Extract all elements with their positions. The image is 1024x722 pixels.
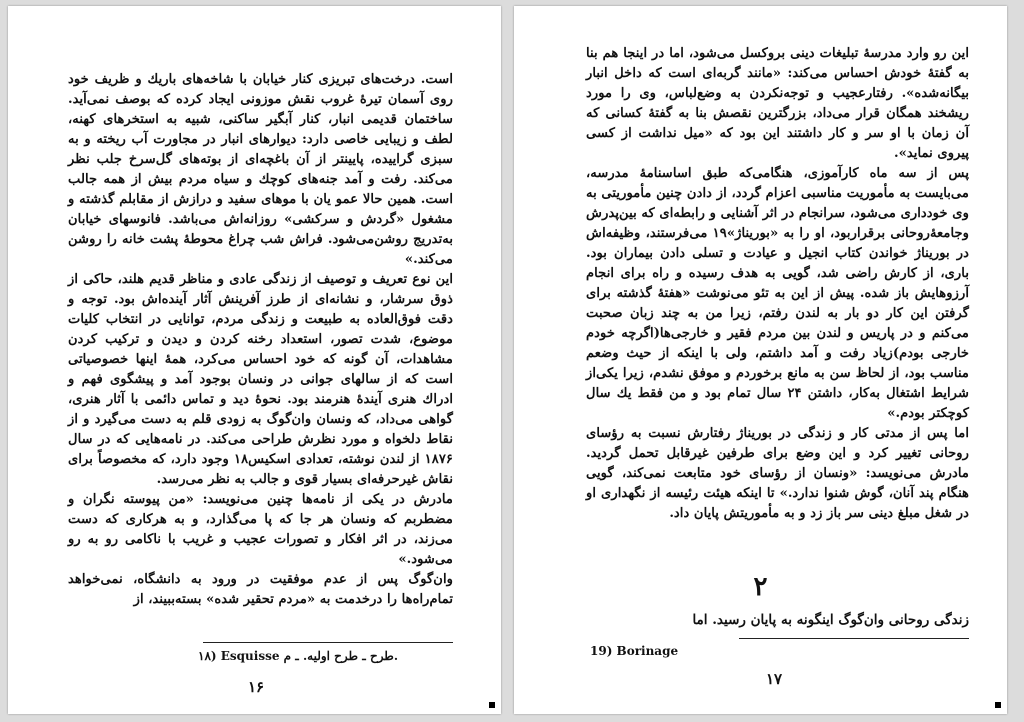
right-page <box>514 6 1007 714</box>
left-paragraph-2: این نوع تعریف و توصیف از زندگی عادی و مناظر قدیم هلند، حاکی از ذوق سرشار، و نشانه‌ای از طرز آفرینش آثار آینده‌اش بود. توجه و دقت فوق‌العاده به طبیعت و زندگی مردم، توانایی در انتخاب کلیات موضوع، شدت تصور، استعداد رخنه کردن و دیدن و ترکیب کردن مشاهدات، آن گونه که خود احساس می‌کرد، همهٔ اینها خصوصیاتی است که از سالهای جوانی در ونسان بوجود آمد و پیشگوی فهم و ادراك هنری آیندهٔ هنرمند بود. نحوهٔ دید و تماس دائمی با آثار هنری، گواهی می‌داد، که ونسان وان‌گوگ به زودی قلم به دست می‌گیرد و از نقاط دلخواه و مورد نظرش طراحی می‌کند. در نامه‌هایی که در سال ۱۸۷۶ از لندن نوشته، تعدادی اسکیس۱۸ وجود دارد، که مخصوصاً برای نقاش غیرحرفه‌ای بسیار قوی و جالب به نظر می‌رسد. <box>68 272 453 487</box>
chapter-opening-line: زندگی روحانی وان‌گوگ اینگونه به پایان رسید. اما <box>692 612 969 628</box>
left-page-number: ۱۶ <box>248 678 265 696</box>
footnote-divider <box>739 638 969 639</box>
right-page-number: ۱۷ <box>766 670 783 688</box>
chapter-number: ۲ <box>753 572 768 602</box>
left-paragraph-1: است. درخت‌های تبریزی کنار خیابان با شاخه‌های باریك و ظریف خود روی آسمان تیرهٔ غروب نقش موزونی ایجاد کرده که بوصف نمی‌آید. ساختمان قدیمی انبار، کنار آبگیر ساکنی، شبیه به استخرهای کهنه، لطف و زیبایی خاصی دارد: دیوارهای انبار در مجاورت آب ریخته و به سبزی گراییده، پایینتر از آن باغچه‌ای از بوته‌های گل‌سرخ جلب نظر می‌کند. رفت و آمد جنه‌های کوچك و سیاه مردم بیش از همه جالب است. همین حالا عمو یان با موهای سفید و درازش از مقابلم گذشته و مشغول «گردش و سرکشی» روزانه‌اش می‌باشد. فانوسهای خیابان به‌تدریج روشن‌می‌شود. فراش شب چراغ محوطهٔ پشت خانه را روشن می‌کند.» <box>68 72 453 267</box>
left-paragraph-4: وان‌گوگ پس از عدم موفقیت در ورود به دانشگاه، نمی‌خواهد تمام‌راه‌ها را درخدمت به «مردم تحقیر شده» بسته‌ببیند، از <box>68 572 453 607</box>
right-paragraph-1: این رو وارد مدرسهٔ تبلیغات دینی بروکسل می‌شود، اما در اینجا هم بنا به گفتهٔ خودش احساس می‌کند: «مانند گربه‌ای است که داخل انبار بیگانه‌شده». رفتارعجیب و توجه‌نکردن به وضع‌لباس، وی را مورد ریشخند همگان قرار می‌داد، بزرگترین نقصش بنا به گفتهٔ کسانی که آن زمان با او سر و کار داشتند این بود که «میل نداشت از کسی پیروی نماید». <box>586 46 969 161</box>
right-paragraph-3: اما پس از مدتی کار و زندگی در بوریناژ رفتارش نسبت به رؤسای روحانی تغییر کرد و این وضع برای طرفین غیرقابل تحمل گردید. مادرش می‌نویسد: «ونسان از رؤسای خود متابعت نمی‌کند، گویی هنگام پند آنان، گوش شنوا ندارد.» تا اینکه هیئت رئیسه از نگهداری او در شغل مبلغ دینی سر باز زد و به مأموریتش پایان داد. <box>586 426 969 521</box>
right-footnote: 19) Borinage <box>590 644 679 658</box>
right-page-body <box>586 44 969 524</box>
right-page-corner-mark <box>995 702 1001 708</box>
footnote-divider <box>203 642 453 643</box>
left-paragraph-3: مادرش در یکی از نامه‌ها چنین می‌نویسد: «من پیوسته نگران و مضطربم که ونسان هر جا که پا می‌گذارد، و به هرکاری که دست می‌زند، در اثر افکار و تصورات عجیب و غریب با ناکامی رو به رو می‌شود.» <box>68 492 453 567</box>
left-page-body <box>68 70 453 610</box>
left-page-corner-mark <box>489 702 495 708</box>
left-page <box>8 6 501 714</box>
left-footnote: ۱۸) Esquisse طرح ـ طرح اولیه. ـ م. <box>198 649 399 663</box>
right-paragraph-2: پس از سه ماه کارآموزی، هنگامی‌که طبق اساسنامهٔ مدرسه، می‌بایست به مأموریت مناسبی اعزام گردد، از دادن چنین مأموریتی به وی خودداری می‌شود، سرانجام در اثر آشنایی و رابطه‌ای که بین‌پدرش وجامعهٔ‌روحانی برقراربود، او را به «بوریناژ»۱۹ می‌فرستند، وظیفه‌اش در بوریناژ خواندن کتاب انجیل و عیادت و تسلی دادن بیماران بود. باری، از کارش راضی شد، گویی به هدف رسیده و راه برای انجام آرزوهایش باز شده. پیش از این به تئو می‌نوشت «هفتهٔ گذشته برای گرفتن این کار دو بار به لندن رفتم، زیرا من به چند زبان صحبت می‌کنم و در پاریس و لندن بین مردم فقیر و خارجی‌ها(اگرچه خودم خارجی بودم)زیاد رفت و آمد داشتم، ولی با اینکه از حیث وضعم مناسب بود، از لحاظ سن به مانع برخوردم و موفق نشدم، زیرا یکی‌از شرایط اشتغال به‌کار، داشتن ۲۴ سال تمام بود و من فقط یك سال کوچکتر بودم.» <box>586 166 970 421</box>
